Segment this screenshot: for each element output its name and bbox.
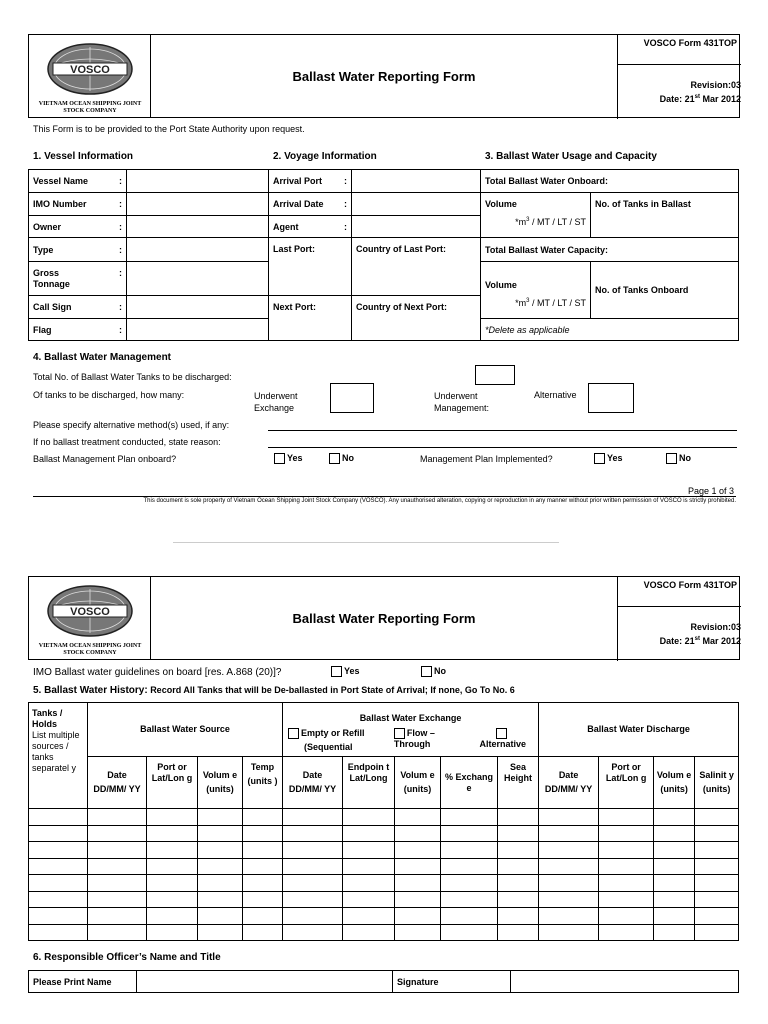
table-cell[interactable]: [29, 908, 88, 925]
table-cell[interactable]: [283, 858, 343, 875]
table-cell[interactable]: [654, 858, 695, 875]
tanks-in-ballast-label[interactable]: No. of Tanks in Ballast: [591, 193, 739, 238]
table-cell[interactable]: [539, 891, 599, 908]
checkbox-icon[interactable]: [288, 728, 299, 739]
voyage-info-table: [268, 169, 481, 341]
table-cell[interactable]: [198, 908, 243, 925]
table-cell[interactable]: [198, 858, 243, 875]
table-cell[interactable]: [147, 858, 198, 875]
units-label-2: $*m^3$ / MT / LT / ST: [515, 298, 586, 308]
sec1-heading: 1. Vessel Information: [33, 151, 134, 162]
table-cell[interactable]: [283, 924, 343, 941]
table-cell[interactable]: [243, 825, 283, 842]
table-cell[interactable]: [198, 875, 243, 892]
page2-header: [28, 576, 740, 660]
form-title: Ballast Water Reporting Form: [292, 68, 476, 84]
table-cell[interactable]: [88, 842, 147, 859]
table-cell[interactable]: [498, 891, 539, 908]
table-cell[interactable]: [599, 825, 654, 842]
table-cell[interactable]: [539, 858, 599, 875]
table-cell[interactable]: [441, 924, 498, 941]
revision-date: Date: 21st Mar 2012: [659, 94, 741, 104]
revision-block: [617, 65, 741, 119]
footer-rule: [33, 496, 736, 497]
table-cell[interactable]: [539, 842, 599, 859]
exch-volume-header: Volum e (units): [395, 757, 441, 809]
table-cell[interactable]: [654, 875, 695, 892]
agent-field[interactable]: [352, 216, 481, 238]
alternative-box[interactable]: [588, 383, 634, 413]
no-treatment-line[interactable]: [268, 447, 737, 448]
vessel-name-field[interactable]: [127, 170, 269, 193]
table-cell[interactable]: [88, 875, 147, 892]
table-cell[interactable]: [343, 875, 395, 892]
src-temp-header: Temp (units ): [243, 757, 283, 809]
vosco-logo: [29, 577, 151, 643]
total-tanks-box[interactable]: [475, 365, 515, 385]
table-cell[interactable]: [695, 809, 739, 826]
table-cell[interactable]: [343, 809, 395, 826]
table-cell[interactable]: [539, 875, 599, 892]
table-cell[interactable]: [395, 842, 441, 859]
table-cell[interactable]: [599, 809, 654, 826]
checkbox-icon[interactable]: [394, 728, 405, 739]
dis-volume-header: Volum e (units): [654, 757, 695, 809]
last-port-label[interactable]: Last Port:: [269, 238, 352, 296]
table-cell[interactable]: [599, 924, 654, 941]
checkbox-icon[interactable]: [496, 728, 507, 739]
table-cell[interactable]: [441, 858, 498, 875]
table-cell[interactable]: [695, 858, 739, 875]
form-title: Ballast Water Reporting Form: [292, 610, 476, 626]
gross-tonnage-field[interactable]: [127, 262, 269, 296]
total-capacity-label: Total Ballast Water Capacity:: [481, 238, 739, 262]
footer-notice: This document is sole property of Vietnam Ocean Shipping Joint Stock Company (VOSCO). Any unauthorised alteration, copying or reproduction in any manner without prior written permission of VOSCO is strictly prohibited.: [143, 498, 736, 504]
table-cell[interactable]: [498, 875, 539, 892]
table-cell[interactable]: [29, 875, 88, 892]
volume-capacity-cell[interactable]: [481, 262, 591, 319]
table-cell[interactable]: [498, 908, 539, 925]
page-separator: [173, 542, 559, 543]
table-cell[interactable]: [283, 891, 343, 908]
arrival-date-field[interactable]: [352, 193, 481, 216]
table-cell[interactable]: [695, 825, 739, 842]
table-cell[interactable]: [88, 924, 147, 941]
company-name: VIETNAM OCEAN SHIPPING JOINT STOCK COMPANY: [38, 101, 142, 114]
table-cell[interactable]: [395, 875, 441, 892]
table-cell[interactable]: [395, 908, 441, 925]
source-header: Ballast Water Source: [88, 703, 283, 757]
history-rows: [29, 809, 739, 941]
table-cell[interactable]: [198, 825, 243, 842]
no-treatment-label: If no ballast treatment conducted, state reason:: [33, 437, 221, 447]
plan-onboard-label: Ballast Management Plan onboard?: [33, 454, 177, 464]
volume-label: Volume: [485, 199, 517, 209]
table-cell[interactable]: [498, 858, 539, 875]
owner-field[interactable]: [127, 216, 269, 238]
dis-port-header: Port or Lat/Lon g: [599, 757, 654, 809]
checkbox-icon[interactable]: [421, 666, 432, 677]
tanks-onboard-label[interactable]: No. of Tanks Onboard: [591, 262, 739, 319]
plan-onboard-yes[interactable]: Yes: [274, 453, 303, 464]
table-cell[interactable]: [539, 825, 599, 842]
checkbox-icon[interactable]: [329, 453, 340, 464]
owner-label: Owner :: [29, 216, 127, 238]
table-cell[interactable]: [243, 875, 283, 892]
table-cell[interactable]: [29, 891, 88, 908]
alternative-option[interactable]: Alternative: [468, 728, 537, 753]
table-cell[interactable]: [654, 809, 695, 826]
checkbox-icon[interactable]: [274, 453, 285, 464]
arrival-port-label: Arrival Port :: [269, 170, 352, 193]
table-cell[interactable]: [88, 858, 147, 875]
call-sign-label: Call Sign :: [29, 296, 127, 319]
table-cell[interactable]: [599, 875, 654, 892]
total-onboard-label: Total Ballast Water Onboard:: [481, 170, 739, 193]
plan-impl-yes[interactable]: Yes: [594, 453, 623, 464]
table-cell[interactable]: [441, 842, 498, 859]
table-cell[interactable]: [395, 924, 441, 941]
page1-header: [28, 34, 740, 118]
checkbox-icon[interactable]: [594, 453, 605, 464]
discharge-header: Ballast Water Discharge: [539, 703, 739, 757]
plan-impl-no[interactable]: No: [666, 453, 691, 464]
table-cell[interactable]: [498, 842, 539, 859]
src-date-header: Date DD/MM/ YY: [88, 757, 147, 809]
table-cell[interactable]: [695, 875, 739, 892]
table-cell[interactable]: [539, 809, 599, 826]
type-field[interactable]: [127, 238, 269, 262]
revision-date: Date: 21st Mar 2012: [659, 636, 741, 646]
units-label: $*m^3$ / MT / LT / ST: [515, 217, 586, 227]
table-cell[interactable]: [147, 891, 198, 908]
table-cell[interactable]: [498, 809, 539, 826]
table-cell[interactable]: [395, 825, 441, 842]
table-cell[interactable]: [343, 858, 395, 875]
specify-line[interactable]: [268, 430, 737, 431]
dis-date-header: Date DD/MM/ YY: [539, 757, 599, 809]
table-cell[interactable]: [654, 924, 695, 941]
table-row: [29, 825, 739, 842]
checkbox-icon[interactable]: [666, 453, 677, 464]
delete-note: *Delete as applicable: [481, 319, 739, 341]
sec2-heading: 2. Voyage Information: [273, 151, 377, 162]
table-cell[interactable]: [695, 891, 739, 908]
underwent-mgmt-label: Underwent Management:: [434, 391, 490, 413]
table-cell[interactable]: [29, 809, 88, 826]
intro-text: This Form is to be provided to the Port State Authority upon request.: [33, 124, 305, 134]
country-next-port-label[interactable]: Country of Next Port:: [352, 296, 481, 341]
country-last-port-label[interactable]: Country of Last Port:: [352, 238, 481, 296]
logo-cell: [29, 577, 151, 659]
dis-salinity-header: Salinit y (units): [695, 757, 739, 809]
table-cell[interactable]: [441, 875, 498, 892]
table-row: [29, 809, 739, 826]
table-cell[interactable]: [243, 924, 283, 941]
flow-through-option[interactable]: Flow – Through: [393, 728, 435, 750]
imo-guidelines-no[interactable]: No: [421, 666, 446, 677]
volume-onboard-cell[interactable]: [481, 193, 591, 238]
form-number: VOSCO Form 431TOP: [617, 35, 741, 65]
table-row: [29, 842, 739, 859]
table-cell[interactable]: [243, 809, 283, 826]
checkbox-icon[interactable]: [331, 666, 342, 677]
ballast-history-table: [28, 702, 739, 941]
ballast-usage-table: [480, 169, 739, 341]
table-cell[interactable]: [88, 825, 147, 842]
table-cell[interactable]: [441, 908, 498, 925]
table-cell[interactable]: [283, 842, 343, 859]
table-cell[interactable]: [695, 924, 739, 941]
table-cell[interactable]: [88, 891, 147, 908]
table-cell[interactable]: [283, 908, 343, 925]
table-cell[interactable]: [343, 891, 395, 908]
table-cell[interactable]: [695, 842, 739, 859]
vessel-name-label: Vessel Name :: [29, 170, 127, 193]
imo-number-label: IMO Number :: [29, 193, 127, 216]
table-cell[interactable]: [441, 809, 498, 826]
exch-date-header: Date DD/MM/ YY: [283, 757, 343, 809]
table-cell[interactable]: [654, 842, 695, 859]
revision: Revision:03: [690, 622, 741, 632]
table-cell[interactable]: [147, 809, 198, 826]
table-cell[interactable]: [395, 891, 441, 908]
table-row: [29, 858, 739, 875]
underwent-exchange-label: Underwent Exchange: [254, 391, 298, 413]
table-cell[interactable]: [243, 891, 283, 908]
alternative-label: Alternative: [534, 390, 577, 400]
table-cell[interactable]: [599, 891, 654, 908]
plan-onboard-no[interactable]: No: [329, 453, 354, 464]
table-cell[interactable]: [343, 908, 395, 925]
table-cell[interactable]: [198, 891, 243, 908]
table-cell[interactable]: [343, 924, 395, 941]
table-cell[interactable]: [243, 842, 283, 859]
table-cell[interactable]: [599, 842, 654, 859]
tanks-header: Tanks / Holds List multiple sources / tanks separatel y: [29, 703, 88, 809]
officer-table: [28, 970, 739, 993]
table-cell[interactable]: [441, 891, 498, 908]
signature-field[interactable]: [511, 971, 739, 993]
table-cell[interactable]: [147, 842, 198, 859]
imo-guidelines-yes[interactable]: Yes: [331, 666, 360, 677]
table-cell[interactable]: [498, 924, 539, 941]
table-cell[interactable]: [283, 809, 343, 826]
table-cell[interactable]: [539, 924, 599, 941]
signature-label: Signature: [393, 971, 511, 993]
table-cell[interactable]: [654, 825, 695, 842]
sec4-heading: 4. Ballast Water Management: [33, 352, 172, 363]
sec6-heading: 6. Responsible Officer’s Name and Title: [33, 952, 221, 963]
table-cell[interactable]: [695, 908, 739, 925]
table-cell[interactable]: [395, 858, 441, 875]
exchange-header: Ballast Water Exchange Empty or Refill (Sequential Flow – Through Alternative: [283, 703, 539, 757]
table-row: [29, 924, 739, 941]
agent-label: Agent :: [269, 216, 352, 238]
flag-field[interactable]: [127, 319, 269, 341]
imo-guidelines-label: IMO Ballast water guidelines on board [res. A.868 (20)]?: [33, 667, 282, 678]
how-many-label: Of tanks to be discharged, how many:: [33, 390, 185, 400]
print-name-label: Please Print Name: [29, 971, 137, 993]
call-sign-field[interactable]: [127, 296, 269, 319]
table-cell[interactable]: [88, 908, 147, 925]
table-cell[interactable]: [88, 809, 147, 826]
table-cell[interactable]: [29, 858, 88, 875]
table-cell[interactable]: [198, 809, 243, 826]
imo-number-field[interactable]: [127, 193, 269, 216]
src-port-header: Port or Lat/Lon g: [147, 757, 198, 809]
revision: Revision:03: [690, 80, 741, 90]
table-cell[interactable]: [283, 825, 343, 842]
table-cell[interactable]: [654, 908, 695, 925]
next-port-label[interactable]: Next Port:: [269, 296, 352, 341]
arrival-date-label: Arrival Date :: [269, 193, 352, 216]
table-cell[interactable]: [343, 842, 395, 859]
table-cell[interactable]: [243, 858, 283, 875]
table-row: [29, 891, 739, 908]
table-cell[interactable]: [198, 924, 243, 941]
svg-text:VOSCO: VOSCO: [70, 606, 110, 618]
specify-label: Please specify alternative method(s) used, if any:: [33, 420, 230, 430]
sec3-heading: 3. Ballast Water Usage and Capacity: [485, 151, 657, 162]
table-cell[interactable]: [343, 825, 395, 842]
plan-impl-label: Management Plan Implemented?: [420, 454, 553, 464]
exch-percent-header: % Exchang e: [441, 757, 498, 809]
underwent-exchange-box[interactable]: [330, 383, 374, 413]
table-cell[interactable]: [29, 924, 88, 941]
flag-label: Flag :: [29, 319, 127, 341]
table-cell[interactable]: [283, 875, 343, 892]
sec5-heading-row: [33, 685, 515, 696]
table-cell[interactable]: [147, 924, 198, 941]
print-name-field[interactable]: [137, 971, 393, 993]
company-name: VIETNAM OCEAN SHIPPING JOINT STOCK COMPANY: [38, 643, 142, 656]
table-cell[interactable]: [395, 809, 441, 826]
table-row: [29, 908, 739, 925]
src-volume-header: Volum e (units): [198, 757, 243, 809]
table-cell[interactable]: [147, 825, 198, 842]
table-cell[interactable]: [539, 908, 599, 925]
exch-endpoint-header: Endpoin t Lat/Long: [343, 757, 395, 809]
svg-text:VOSCO: VOSCO: [70, 64, 110, 76]
exch-sea-height-header: Sea Height: [498, 757, 539, 809]
table-cell[interactable]: [498, 825, 539, 842]
table-cell[interactable]: [29, 825, 88, 842]
vosco-logo: [29, 35, 151, 101]
gross-tonnage-label: : Gross Tonnage: [29, 262, 127, 296]
table-cell[interactable]: [243, 908, 283, 925]
arrival-port-field[interactable]: [352, 170, 481, 193]
table-row: [29, 875, 739, 892]
table-cell[interactable]: [29, 842, 88, 859]
table-cell[interactable]: [147, 908, 198, 925]
table-cell[interactable]: [599, 908, 654, 925]
volume-label-2: Volume: [485, 280, 517, 290]
logo-cell: [29, 35, 151, 117]
vessel-info-table: [28, 169, 269, 341]
page-number: Page 1 of 3: [688, 486, 735, 496]
form-number: VOSCO Form 431TOP: [617, 577, 741, 607]
total-tanks-label: Total No. of Ballast Water Tanks to be discharged:: [33, 372, 232, 382]
sec5-subheading: Record All Tanks that will be De-ballasted in Port State of Arrival; If none, Go To No. 6: [150, 685, 515, 695]
revision-block: [617, 607, 741, 661]
table-cell[interactable]: [147, 875, 198, 892]
table-cell[interactable]: [654, 891, 695, 908]
empty-refill-option[interactable]: Empty or Refill (Sequential: [284, 728, 394, 753]
sec5-heading: 5. Ballast Water History:: [33, 685, 148, 696]
table-cell[interactable]: [198, 842, 243, 859]
type-label: Type :: [29, 238, 127, 262]
table-cell[interactable]: [599, 858, 654, 875]
table-cell[interactable]: [441, 825, 498, 842]
